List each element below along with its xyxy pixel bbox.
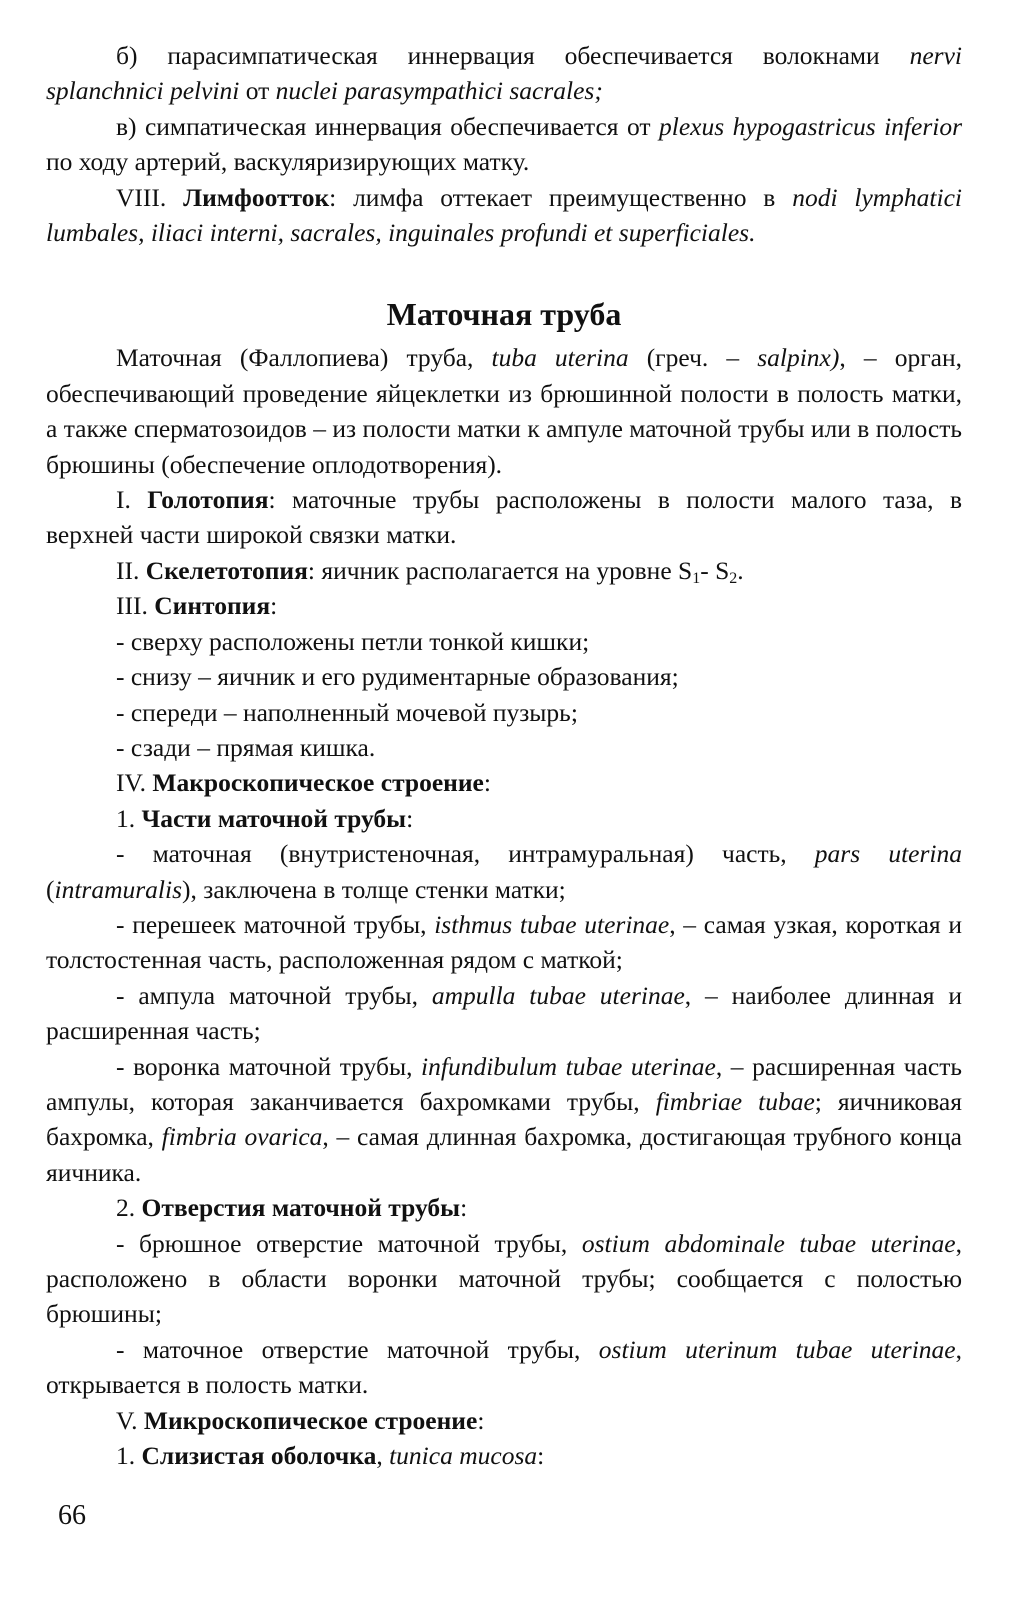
parts-heading: 1. Части маточной трубы: [116,803,414,833]
skeletotopy-paragraph: II. Скелетотопия: яичник располагается на уровне $S_1-$ $S_2$. [116,555,744,587]
list-item: - ампула маточной трубы, ampulla tubae uterinae, – наиболее длинная и расширенная часть; [46,980,963,1046]
lymph-drainage-paragraph: VIII. Лимфоотток: лимфа оттекает преимущественно в nodi lymphatici lumbales, iliaci interni, sacrales, inguinales profundi et superficiales. [46,182,963,248]
list-item: - спереди – наполненный мочевой пузырь; [116,697,578,727]
openings-heading: 2. Отверстия маточной трубы: [116,1193,468,1223]
list-item: - снизу – яичник и его рудиментарные образования; [116,662,679,692]
mucosa-heading: 1. Слизистая оболочка, tunica mucosa: [116,1441,545,1471]
list-item: - маточная (внутристеночная, интрамуральная) часть, pars uterina (intramuralis), заключена в толще стенки матки; [46,839,962,904]
list-item: - перешеек маточной трубы, isthmus tubae uterinae, – самая узкая, короткая и толстостенная часть, расположенная рядом с маткой; [46,909,962,975]
list-item: - сверху расположены петли тонкой кишки; [116,626,590,656]
micro-structure-heading: V. Микроскопическое строение: [116,1405,485,1435]
list-item: - брюшное отверстие маточной трубы, ostium abdominale tubae uterinae, расположено в области воронки маточной трубы; сообщается с полостью брюшины; [46,1228,962,1329]
list-item: - маточное отверстие маточной трубы, ostium uterinum tubae uterinae, открывается в полость матки. [46,1334,962,1400]
intro-paragraph: Маточная (Фаллопиева) труба, tuba uterina (греч. – salpinx), – орган, обеспечивающий проведение яйцеклетки из брюшинной полости в полость матки, а также сперматозоидов – из полости матки к ампуле маточной трубы или в полость брюшины (обеспечение оплодотворения). [46,343,962,479]
list-item: - воронка маточной трубы, infundibulum tubae uterinae, – расширенная часть ампулы, которая заканчивается бахромками трубы, fimbriae tubae; яичниковая бахромка, fimbria ovarica, – самая длинная бахромка, достигающая трубного конца яичника. [46,1051,963,1187]
syntopy-heading: III. Синтопия: [116,591,278,621]
page-number: 66 [58,1500,86,1531]
list-item: - сзади – прямая кишка. [116,732,376,762]
section-title: Маточная труба [386,296,622,333]
parasympathetic-innervation-paragraph: б) парасимпатическая иннервация обеспечивается волокнами nervi splanchnici pelvini от nuclei parasympathici sacrales; [46,41,962,106]
macro-structure-heading: IV. Макроскопическое строение: [116,768,491,798]
sympathetic-innervation-paragraph: в) симпатическая иннервация обеспечивается от plexus hypogastricus inferior по ходу артерий, васкуляризирующих матку. [46,111,962,177]
holotopy-paragraph: I. Голотопия: маточные трубы расположены в полости малого таза, в верхней части широкой связки матки. [46,485,962,550]
